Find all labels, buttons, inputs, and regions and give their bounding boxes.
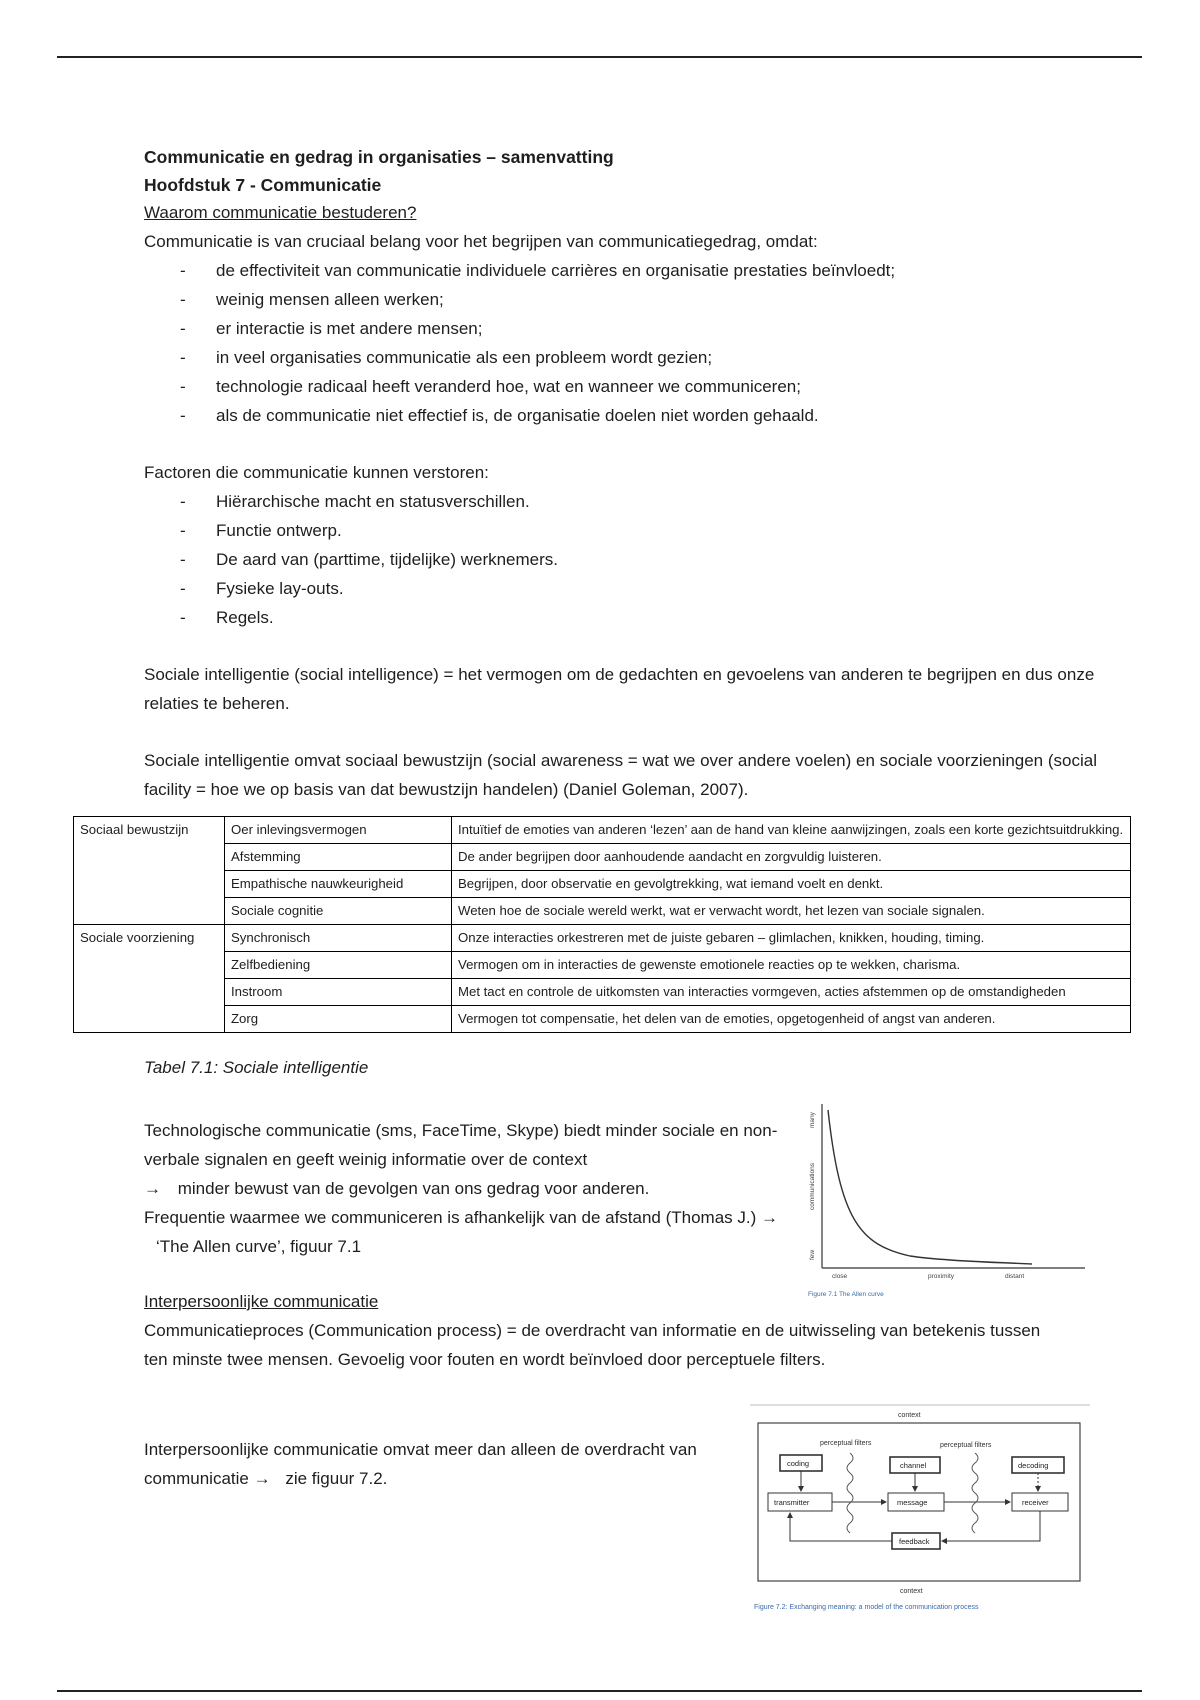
message-label: message [897,1498,928,1507]
table-row [74,898,1131,925]
receiver-label: receiver [1022,1498,1049,1507]
feedback-label: feedback [899,1537,930,1546]
competence-cell: Instroom [225,979,452,1006]
table-row [74,1006,1131,1033]
transmitter-label: transmitter [774,1498,810,1507]
list-item: - er interactie is met andere mensen; [144,314,1134,343]
more-text: Interpersoonlijke communicatie omvat meer dan alleen de overdracht van communicatie [144,1440,697,1488]
arrow-icon: → [144,1179,161,1198]
table-row [74,979,1131,1006]
filter-wave-right [972,1453,978,1533]
table-row [74,817,1131,844]
description-cell: Met tact en controle de uitkomsten van interacties vormgeven, acties afstemmen op de omstandigheden [452,979,1131,1006]
description-cell: Intuïtief de emoties van anderen ‘lezen’ aan de hand van kleine aanwijzingen, zoals een korte gezichtsuitdrukking. [452,817,1131,844]
document-title: Communicatie en gedrag in organisaties – samenvatting [144,147,614,167]
description-cell: Begrijpen, door observatie en gevolgtrekking, wat iemand voelt en denkt. [452,871,1131,898]
figure-caption: Figure 7.2: Exchanging meaning: a model of the communication process [754,1604,979,1611]
chapter-title: Hoofdstuk 7 - Communicatie [144,175,382,195]
description-cell: Onze interacties orkestreren met de juiste gebaren – glimlachen, knikken, houding, timing. [452,925,1131,952]
x-right-label: distant [1005,1273,1025,1280]
table-caption: Tabel 7.1: Sociale intelligentie [144,1058,369,1077]
social-scope: Sociale intelligentie omvat sociaal bewustzijn (social awareness = wat we over andere voelen) en sociale voorzieningen (social facility = hoe we op basis van dat bewustzijn handelen) (Daniel Goleman, 2007). [144,751,1097,799]
list-item: - in veel organisaties communicatie als een probleem wordt gezien; [144,343,1134,372]
arrow-icon: → [253,1469,271,1488]
allen-curve-figure [800,1100,1090,1310]
description-cell: Weten hoe de sociale wereld werkt, wat er verwacht wordt, het lezen van sociale signalen. [452,898,1131,925]
competence-cell: Zelfbediening [225,952,452,979]
social-definition: Sociale intelligentie (social intelligence) = het vermogen om de gedachten en gevoelens van anderen te begrijpen en dus onze relaties te beheren. [144,665,1095,713]
tech-line-3: Frequentie waarmee we communiceren is afhankelijk van de afstand (Thomas J.) [144,1208,757,1227]
coding-label: coding [787,1459,810,1468]
tech-paragraph [144,1116,784,1261]
y-low-label: few [809,1249,816,1260]
list-item: - De aard van (parttime, tijdelijke) werknemers. [144,545,1134,574]
competence-cell: Afstemming [225,844,452,871]
context-top-label: context [898,1412,921,1419]
section-heading: Interpersoonlijke communicatie [144,1292,379,1311]
competence-cell: Oer inlevingsvermogen [225,817,452,844]
y-high-label: many [809,1112,816,1128]
filters-right-label: perceptual filters [940,1442,992,1449]
filters-left-label: perceptual filters [820,1440,872,1447]
competence-cell: Zorg [225,1006,452,1033]
channel-label: channel [900,1461,927,1470]
arrow-icon: → [761,1208,779,1227]
competence-cell: Empathische nauwkeurigheid [225,871,452,898]
tech-line-4: ‘The Allen curve’, figuur 7.1 [156,1237,362,1256]
table-row [74,925,1131,952]
x-axis-label: proximity [928,1273,955,1280]
competence-cell: Synchronisch [225,925,452,952]
bottom-rule [57,1690,1142,1692]
factors-lead: Factoren die communicatie kunnen verstoren: [144,463,489,482]
description-cell: Vermogen om in interacties de gewenste emotionele reacties op te wekken, charisma. [452,952,1131,979]
filter-wave-left [847,1453,853,1533]
y-axis-label: communications [809,1163,816,1210]
intro-list [144,256,1134,430]
process-definition: Communicatieproces (Communication process) = de overdracht van informatie en de uitwisseling van betekenis tussen ten minste twee mensen. Gevoelig voor fouten en wordt beïnvloed door perceptuele filters. [144,1321,1041,1369]
intro-lead: Communicatie is van cruciaal belang voor het begrijpen van communicatiegedrag, omdat: [144,232,818,251]
description-cell: Vermogen tot compensatie, het delen van de emoties, opgetogenheid of angst van anderen. [452,1006,1131,1033]
list-item: - als de communicatie niet effectief is, de organisatie doelen niet worden gehaald. [144,401,1134,430]
interpersonal-section [144,1288,1044,1374]
interpersonal-more [144,1435,764,1493]
list-item: - technologie radicaal heeft veranderd hoe, wat en wanneer we communiceren; [144,372,1134,401]
feedback-in-arrow [942,1511,1040,1541]
factors-list [144,487,1134,632]
description-cell: De ander begrijpen door aanhoudende aandacht en zorgvuldig luisteren. [452,844,1131,871]
list-item: - weinig mensen alleen werken; [144,285,1134,314]
more-ref: zie figuur 7.2. [285,1469,388,1488]
list-item: - Regels. [144,603,1134,632]
social-intelligence-table [73,816,1131,1033]
table-row [74,871,1131,898]
list-item: - Fysieke lay-outs. [144,574,1134,603]
feedback-out-arrow [790,1513,892,1541]
list-item: - de effectiviteit van communicatie individuele carrières en organisatie prestaties beïnvloedt; [144,256,1134,285]
figure-caption: Figure 7.1 The Allen curve [808,1291,884,1298]
section-heading: Waarom communicatie bestuderen? [144,203,417,222]
x-left-label: close [832,1273,848,1280]
decoding-label: decoding [1018,1461,1049,1470]
table-row [74,844,1131,871]
tech-line-2: minder bewust van de gevolgen van ons gedrag voor anderen. [177,1179,650,1198]
table-row [74,952,1131,979]
list-item: - Functie ontwerp. [144,516,1134,545]
page-content [144,143,1134,804]
competence-cell: Sociale cognitie [225,898,452,925]
top-rule [57,56,1142,58]
tech-line-1: Technologische communicatie (sms, FaceTime, Skype) biedt minder sociale en non-verbale signalen en geeft weinig informatie over de context [144,1121,778,1169]
context-bottom-label: context [900,1588,923,1595]
communication-model-figure [750,1403,1090,1618]
dimension-cell: Sociaal bewustzijn [74,817,225,844]
list-item: - Hiërarchische macht en statusverschillen. [144,487,1134,516]
dimension-cell: Sociale voorziening [74,925,225,952]
